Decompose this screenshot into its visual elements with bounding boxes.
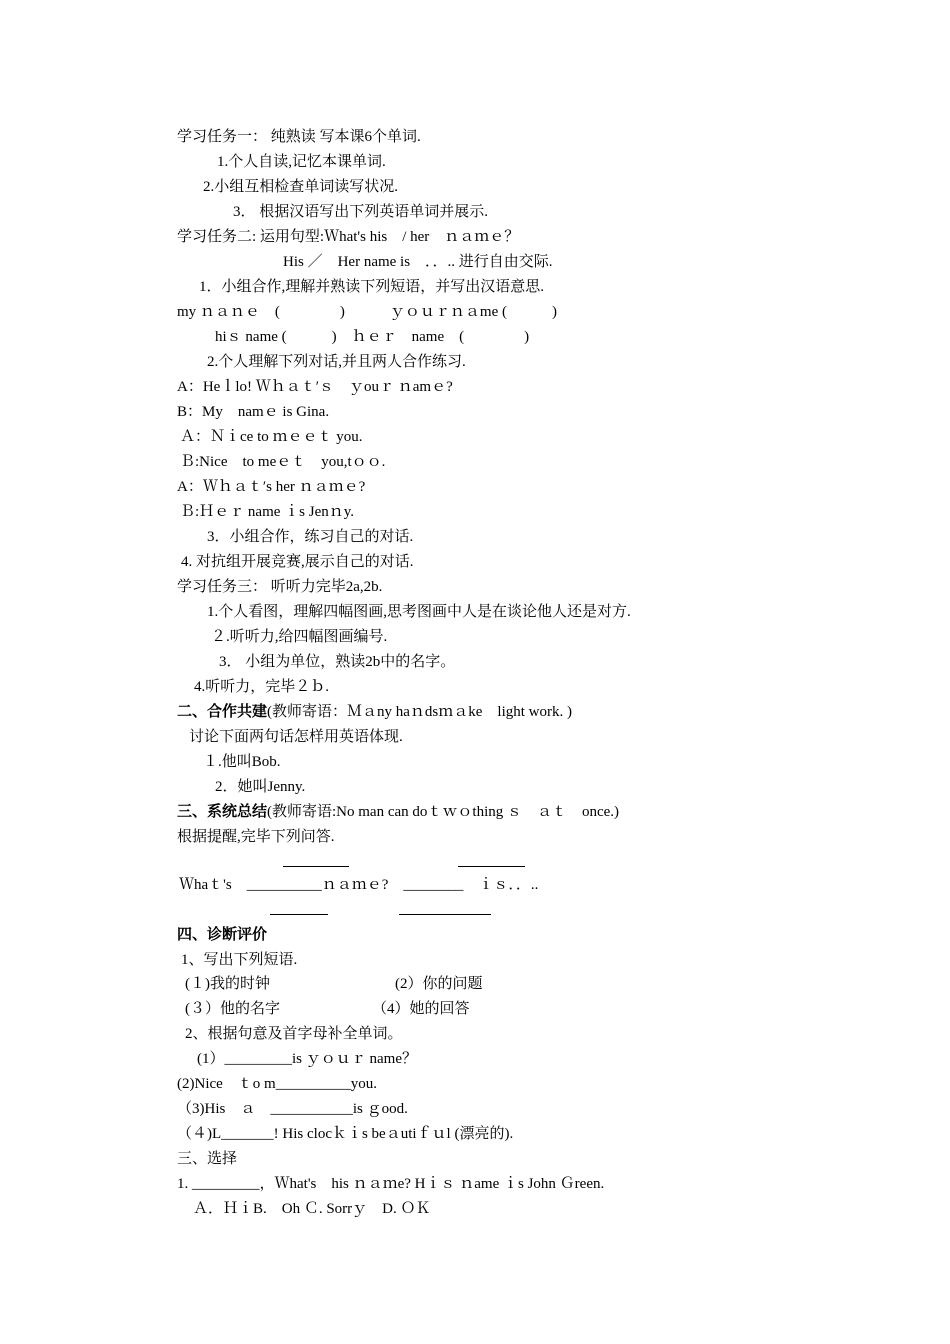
teacher-motto: (教师寄语:No man can doｔｗｏthing ｓ ａｔ once.) xyxy=(267,804,620,820)
phrase-row-1: my ｎａｎｅ ( ) ｙｏｕｒｎａme ( ) xyxy=(177,304,557,320)
blank-line xyxy=(270,914,328,915)
exercise-1-title: 1、写出下列短语. xyxy=(181,952,298,968)
choice-options: Ａ．ＨｉB. Oh Ｃ. Sorrｙ D. ＯＫ xyxy=(193,1201,431,1217)
exercise-2-item: (1）_________is ｙｏｕｒ name？ xyxy=(197,1051,417,1067)
dialog-line: B：My namｅ is Gina. xyxy=(177,404,330,420)
exercise-2-title: 2、根据句意及首字母补全单词。 xyxy=(185,1026,403,1042)
task-1-step-3: 3． 根据汉语写出下列英语单词并展示. xyxy=(233,204,489,220)
exercise-3-title: 三、选择 xyxy=(177,1151,238,1167)
choice-question: 1. _________，Ｗhat's his ｎａｍe? Hｉｓ ｎame ｉs John Ｇreen. xyxy=(177,1176,605,1192)
task-3-step-3: 3． 小组为单位，熟读2b中的名字。 xyxy=(219,654,456,670)
exercise-1-item: （4）她的回答 xyxy=(372,1001,470,1017)
section-3-prompt: 根据提醒,完毕下列问答. xyxy=(177,829,335,845)
task-2-step-4: 4. 对抗组开展竞赛,展示自己的对话. xyxy=(181,554,414,570)
exercise-1-item: (１)我的时钟 xyxy=(185,976,270,992)
task-2-step-1: 1．小组合作,理解并熟读下列短语，并写出汉语意思. xyxy=(199,279,545,295)
task-2-step-2: 2.个人理解下列对话,并且两人合作练习. xyxy=(207,354,466,370)
section-2-line xyxy=(177,703,572,721)
task-1-title: 学习任务一： 纯熟读 写本课6个单词. xyxy=(177,129,421,145)
exercise-2-item: (2)Nice ｔo m__________you. xyxy=(177,1076,377,1092)
section-4-heading: 四、诊断评价 xyxy=(177,927,268,943)
dialog-line: A：Ｗｈａｔ′s her ｎａｍｅ? xyxy=(177,479,366,495)
phrase-row-2: hiｓ name ( ) ｈｅｒ name ( ) xyxy=(215,329,530,345)
blank-line xyxy=(458,866,525,867)
dialog-line: Ａ：Ｎｉce to ｍｅｅｔ you. xyxy=(180,429,363,445)
section-3-heading: 三、系统总结 xyxy=(177,804,268,820)
section-2-item-2: 2．她叫Jenny. xyxy=(215,779,306,795)
task-2-title: 学习任务二: 运用句型:Ｗhat's his / her ｎａｍｅ？ xyxy=(177,229,520,245)
task-1-step-2: 2.小组互相检查单词读写状况. xyxy=(203,179,399,195)
task-3-step-1: 1.个人看图，理解四幅图画,思考图画中人是在谈论他人还是对方. xyxy=(207,604,631,620)
task-3-title: 学习任务三： 听听力完毕2a,2b. xyxy=(177,579,383,595)
blank-line xyxy=(283,866,349,867)
task-2-step-3: 3．小组合作，练习自己的对话. xyxy=(207,529,414,545)
task-2-pattern: His ／ Her name is ．．.. 进行自由交际. xyxy=(283,254,553,270)
task-3-step-4: 4.听听力，完毕２ｂ. xyxy=(194,679,330,695)
section-2-heading: 二、合作共建 xyxy=(177,704,268,720)
dialog-line: A：Heｌlo! Ｗｈａｔ′ｓ ｙouｒ ｎamｅ? xyxy=(177,379,453,395)
task-1-step-1: 1.个人自读,记忆本课单词. xyxy=(217,154,386,170)
teacher-motto: (教师寄语：Ｍａny haｎdsｍａke light work. ) xyxy=(267,704,572,720)
summary-sentence: Ｗhaｔ's __________ｎａｍｅ? ________ ｉｓ．．.. xyxy=(179,877,539,893)
exercise-1-item: (３）他的名字 xyxy=(185,1001,280,1017)
task-3-step-2: ２.听听力,给四幅图画编号. xyxy=(211,629,388,645)
exercise-2-item: （４)L_______! His clocｋｉs beａutiｆｕl (漂亮的). xyxy=(177,1126,514,1142)
section-3-line xyxy=(177,803,619,821)
exercise-2-item: （3)His ａ ___________is ｇood. xyxy=(177,1101,408,1117)
dialog-line: Ｂ:Ｈｅｒ name ｉs Jenｎy. xyxy=(180,504,355,520)
dialog-line: Ｂ:Nice to meｅｔ you,tｏｏ. xyxy=(180,454,386,470)
section-2-item-1: １.他叫Bob. xyxy=(203,754,281,770)
exercise-1-item: (2）你的问题 xyxy=(395,976,483,992)
section-2-prompt: 讨论下面两句话怎样用英语体现. xyxy=(189,729,403,745)
blank-line xyxy=(399,914,491,915)
